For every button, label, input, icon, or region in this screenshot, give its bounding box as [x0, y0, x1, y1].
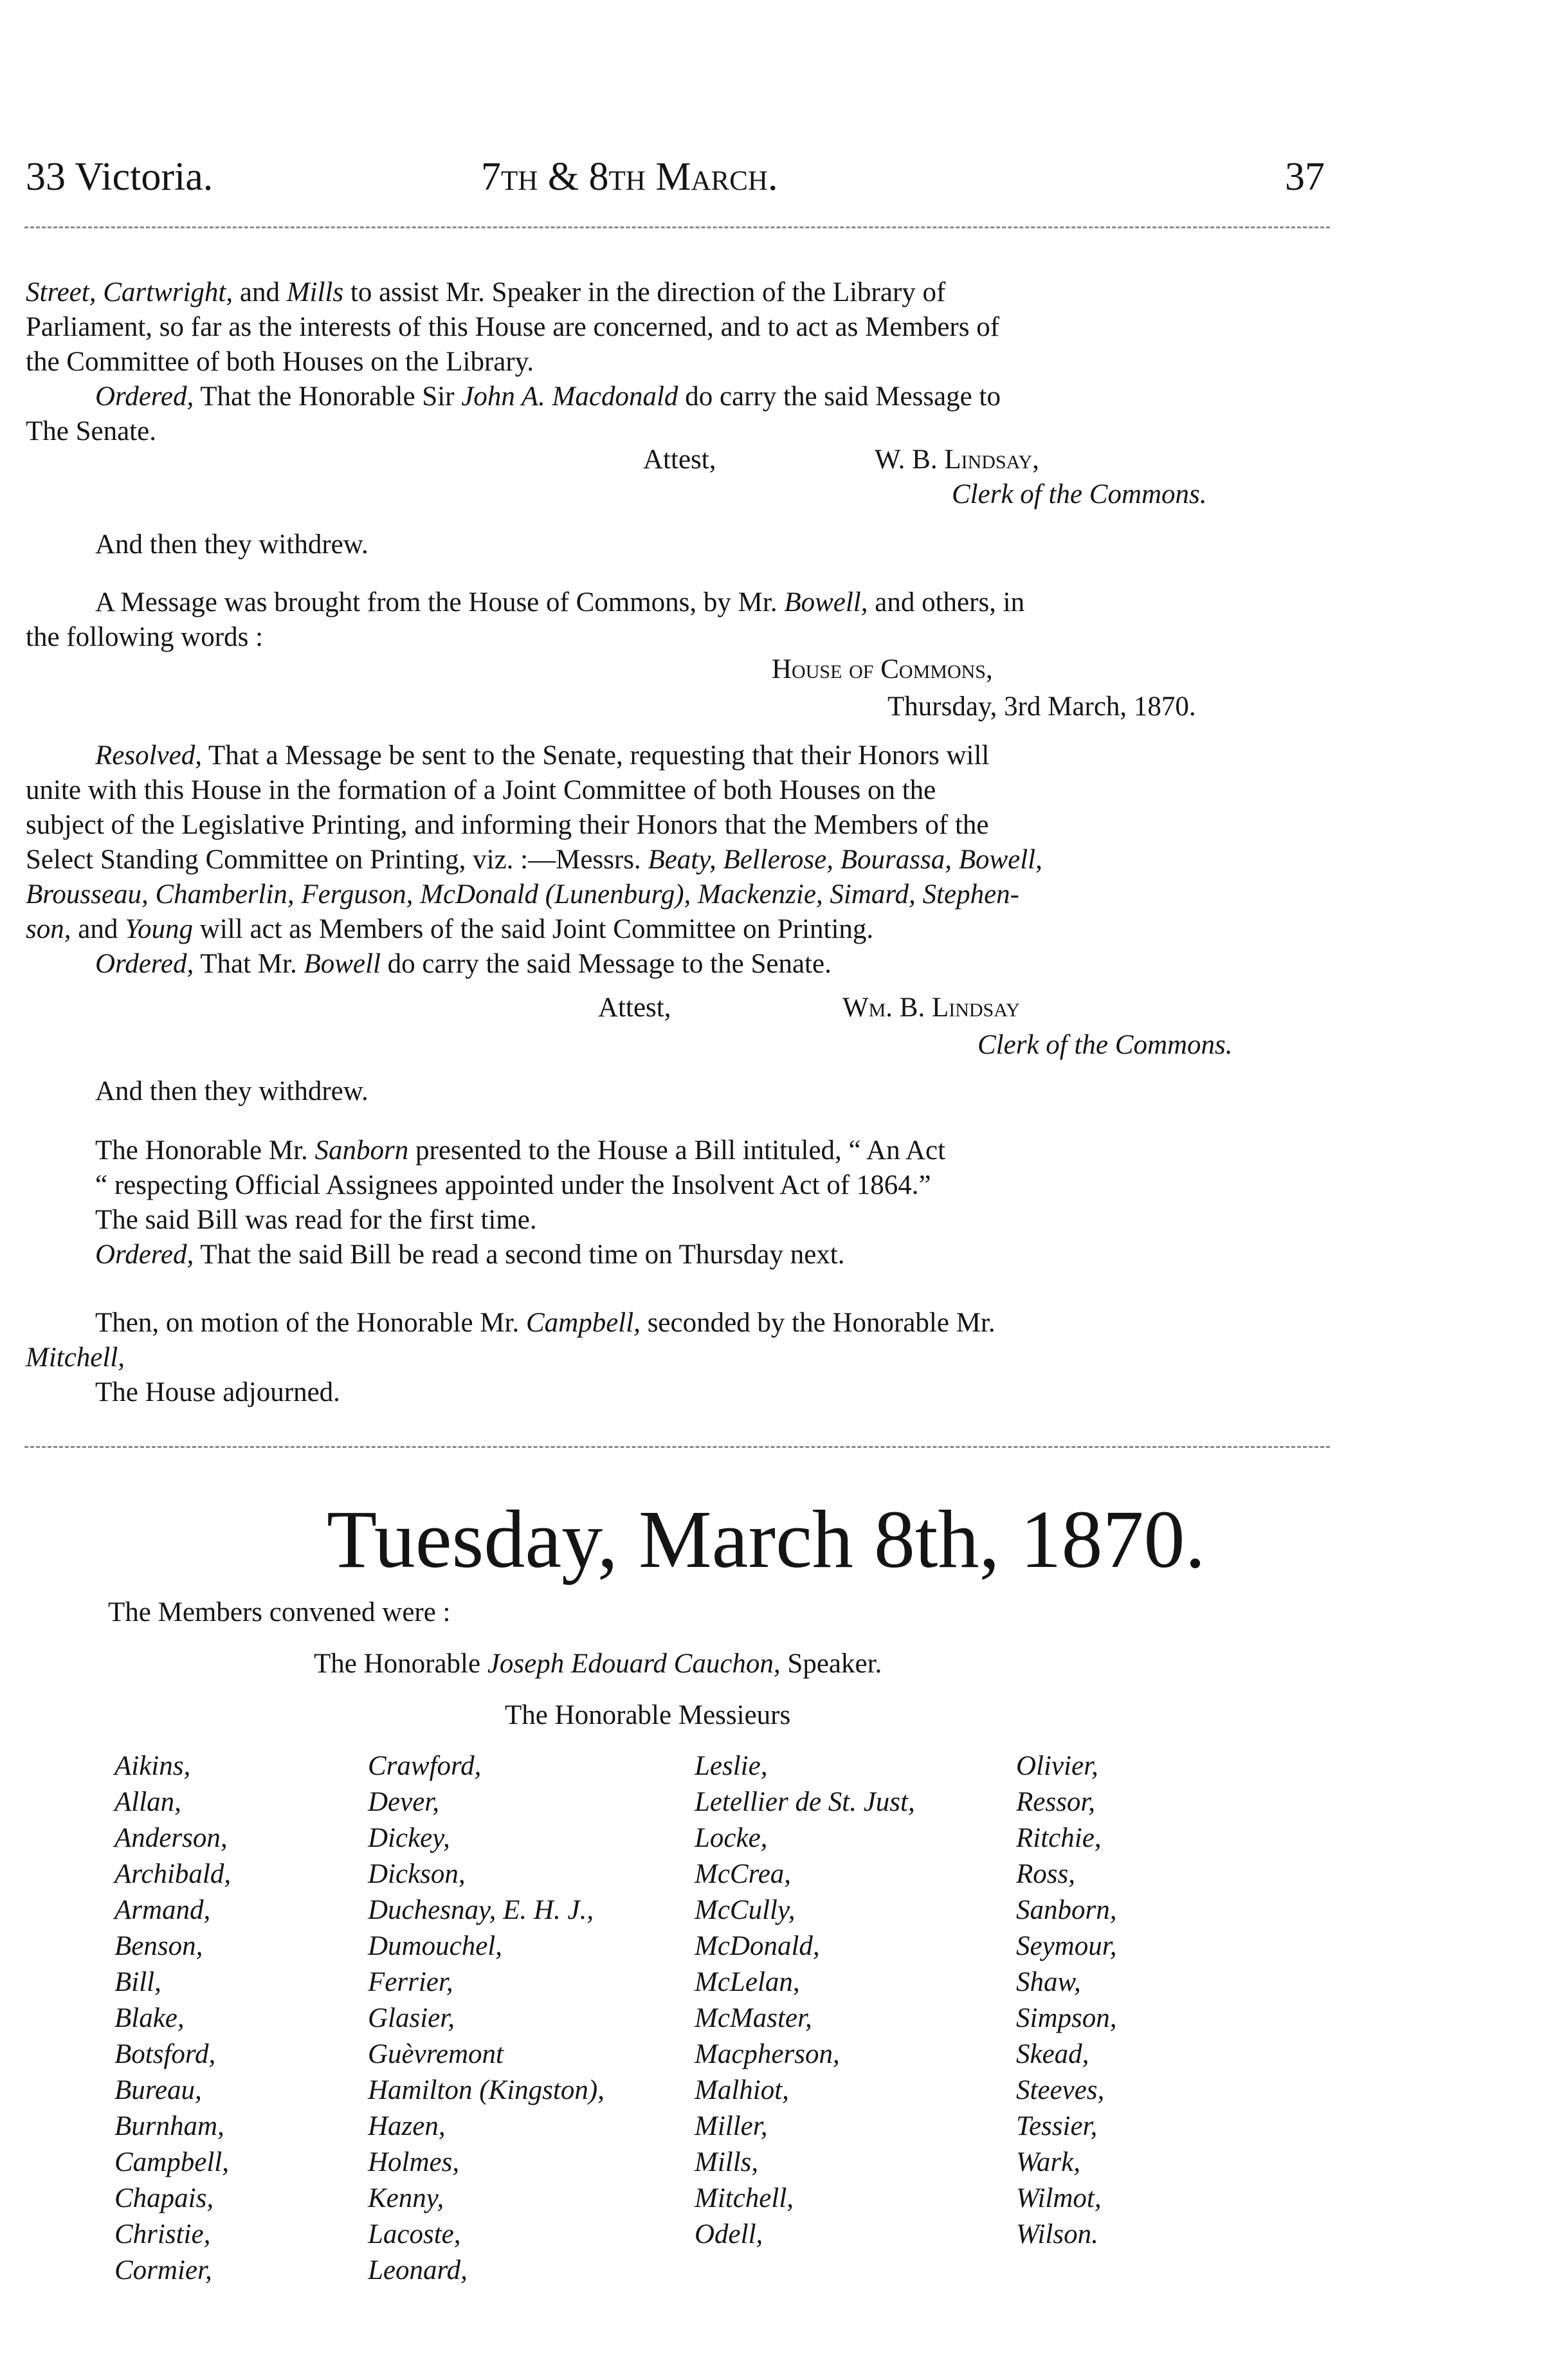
member-name: Dumouchel,	[368, 1931, 502, 1961]
member-name: Leonard,	[368, 2255, 468, 2285]
member-name: Macpherson,	[695, 2039, 840, 2069]
running-head-left: 33 Victoria.	[26, 155, 214, 199]
member-name: Dickson,	[368, 1859, 466, 1889]
member-name: Anderson,	[114, 1823, 228, 1853]
text-run: and others, in	[868, 587, 1025, 618]
member-name: Tessier,	[1016, 2111, 1098, 2141]
text-line: Parliament, so far as the interests of this House are concerned, and to act as Members of	[26, 312, 1000, 342]
text-line: The Senate.	[26, 416, 156, 446]
member-name: McLelan,	[695, 1967, 800, 1997]
member-name: Locke,	[695, 1823, 768, 1853]
text-run: do carry the said Message to the Senate.	[380, 949, 832, 979]
text-italic: Sanborn	[314, 1135, 409, 1166]
text-run: That the said Bill be read a second time on Thursday next.	[194, 1240, 845, 1270]
text-line	[95, 1306, 996, 1341]
member-name: Dickey,	[368, 1823, 450, 1853]
text-run: seconded by the Honorable Mr.	[640, 1308, 996, 1338]
member-name: Wark,	[1016, 2147, 1080, 2177]
member-name: Dever,	[368, 1787, 440, 1817]
text-line: “ respecting Official Assignees appointed under the Insolvent Act of 1864.”	[95, 1170, 931, 1200]
text-line: The said Bill was read for the first time.	[95, 1205, 537, 1235]
text-italic: Street, Cartwright,	[26, 277, 233, 307]
text-line: subject of the Legislative Printing, and informing their Honors that the Members of the	[26, 810, 989, 840]
members-column-4	[1016, 1748, 1116, 2253]
signature-title: Clerk of the Commons.	[977, 1030, 1233, 1060]
text-run: and	[233, 277, 287, 307]
text-line	[26, 912, 873, 947]
member-name: Simpson,	[1016, 2003, 1117, 2033]
member-name: Bureau,	[114, 2075, 202, 2105]
member-name: Archibald,	[114, 1859, 232, 1889]
member-name: Letellier de St. Just,	[695, 1787, 915, 1817]
text-line	[95, 947, 832, 982]
text-line	[26, 843, 1042, 877]
member-name: Chapais,	[114, 2183, 214, 2213]
text-run: Then, on motion of the Honorable Mr.	[95, 1308, 526, 1338]
text-italic: Campbell,	[525, 1308, 641, 1338]
text-line: Mitchell,	[26, 1342, 125, 1373]
member-name: Malhiot,	[695, 2075, 789, 2105]
member-name: Campbell,	[114, 2147, 229, 2177]
header-rule	[24, 226, 1330, 228]
members-column-3	[695, 1748, 915, 2253]
text-italic: Bowell	[304, 949, 381, 979]
text-italic: Bowell,	[784, 587, 868, 618]
member-name: Olivier,	[1016, 1751, 1098, 1781]
member-name: Ressor,	[1016, 1787, 1096, 1817]
member-name: McCully,	[695, 1895, 796, 1925]
text-run: That Mr.	[194, 949, 304, 979]
text-run: Select Standing Committee on Printing, viz. :—Messrs.	[26, 845, 648, 875]
member-name: Kenny,	[368, 2183, 444, 2213]
text-run: presented to the House a Bill intituled, “ An Act	[408, 1135, 946, 1166]
text-line: unite with this House in the formation of a Joint Committee of both Houses on the	[26, 775, 936, 805]
text-italic: John A. Macdonald	[461, 381, 678, 412]
member-name: Leslie,	[695, 1751, 768, 1781]
members-column-2	[368, 1748, 605, 2289]
text-run: That a Message be sent to the Senate, requesting that their Honors will	[201, 740, 990, 771]
member-name: Blake,	[114, 2003, 185, 2033]
member-name: Armand,	[114, 1895, 211, 1925]
member-name: Sanborn,	[1016, 1895, 1117, 1925]
text-line	[95, 1238, 845, 1272]
messieurs-heading: The Honorable Messieurs	[505, 1700, 791, 1730]
member-name: Guèvremont	[368, 2039, 504, 2069]
withdrew-line: And then they withdrew.	[95, 1076, 368, 1106]
attest-label: Attest,	[643, 444, 716, 475]
signature-title: Clerk of the Commons.	[952, 479, 1207, 509]
text-run: and	[71, 914, 125, 944]
member-name: Hazen,	[368, 2111, 446, 2141]
text-line: Brousseau, Chamberlin, Ferguson, McDonald (Lunenburg), Mackenzie, Simard, Stephen-	[26, 879, 1019, 910]
member-name: Allan,	[114, 1787, 181, 1817]
member-name: McCrea,	[695, 1859, 792, 1889]
running-head-center: 7th & 8th March.	[481, 155, 778, 199]
section-rule	[24, 1446, 1330, 1448]
member-name: Benson,	[114, 1931, 203, 1961]
text-line	[95, 1133, 945, 1168]
member-name: Seymour,	[1016, 1931, 1117, 1961]
signature-name: W. B. Lindsay,	[875, 444, 1039, 475]
convened-line: The Members convened were :	[108, 1597, 451, 1627]
text-italic: Young	[125, 914, 194, 944]
text-run: Speaker.	[780, 1649, 882, 1679]
signature-name: Wm. B. Lindsay	[842, 993, 1020, 1023]
text-italic: Ordered,	[95, 381, 194, 412]
member-name: Botsford,	[114, 2039, 216, 2069]
member-name: Wilmot,	[1016, 2183, 1102, 2213]
text-line: the Committee of both Houses on the Library.	[26, 347, 534, 377]
member-name: Burnham,	[114, 2111, 224, 2141]
member-name: Cormier,	[114, 2255, 212, 2285]
member-name: Lacoste,	[368, 2219, 461, 2249]
text-run: to assist Mr. Speaker in the direction of the Library of	[343, 277, 946, 307]
member-name: Mitchell,	[695, 2183, 794, 2213]
speaker-line	[314, 1647, 882, 1681]
text-italic: Beaty, Bellerose, Bourassa, Bowell,	[648, 845, 1042, 875]
day-title: Tuesday, March 8th, 1870.	[327, 1494, 1206, 1585]
member-name: Mills,	[695, 2147, 759, 2177]
member-name: McMaster,	[695, 2003, 812, 2033]
text-line	[26, 275, 945, 310]
text-run: A Message was brought from the House of Commons, by Mr.	[95, 587, 785, 618]
text-run: The Honorable Mr.	[95, 1135, 315, 1166]
member-name: Glasier,	[368, 2003, 455, 2033]
text-line: the following words :	[26, 622, 264, 652]
member-name: Odell,	[695, 2219, 763, 2249]
member-name: Duchesnay, E. H. J.,	[368, 1895, 594, 1925]
text-italic: Resolved,	[95, 740, 202, 771]
member-name: Bill,	[114, 1967, 161, 1997]
location-line: House of Commons,	[772, 654, 993, 684]
page-number: 37	[1285, 155, 1325, 199]
text-run: That the Honorable Sir	[194, 381, 462, 412]
member-name: Skead,	[1016, 2039, 1089, 2069]
member-name: Crawford,	[368, 1751, 482, 1781]
text-italic: Mills	[286, 277, 344, 307]
member-name: Ritchie,	[1016, 1823, 1102, 1853]
member-name: Christie,	[114, 2219, 211, 2249]
member-name: Steeves,	[1016, 2075, 1105, 2105]
text-line	[95, 738, 989, 773]
text-italic: son,	[26, 914, 71, 944]
member-name: Aikins,	[114, 1751, 191, 1781]
member-name: Wilson.	[1016, 2219, 1098, 2249]
members-column-1	[114, 1748, 231, 2289]
attest-label: Attest,	[598, 993, 671, 1023]
text-line	[95, 380, 1001, 414]
member-name: Hamilton (Kingston),	[368, 2075, 605, 2105]
text-italic: Ordered,	[95, 949, 194, 979]
member-name: Holmes,	[368, 2147, 460, 2177]
member-name: Ross,	[1016, 1859, 1075, 1889]
text-italic: Joseph Edouard Cauchon,	[487, 1649, 781, 1679]
member-name: McDonald,	[695, 1931, 820, 1961]
text-line	[95, 585, 1024, 620]
text-italic: Ordered,	[95, 1240, 194, 1270]
date-line: Thursday, 3rd March, 1870.	[887, 691, 1196, 722]
text-run: will act as Members of the said Joint Committee on Printing.	[193, 914, 874, 944]
withdrew-line: And then they withdrew.	[95, 529, 368, 560]
member-name: Ferrier,	[368, 1967, 453, 1997]
member-name: Shaw,	[1016, 1967, 1081, 1997]
text-line: The House adjourned.	[95, 1377, 340, 1407]
text-run: The Honorable	[314, 1649, 487, 1679]
member-name: Miller,	[695, 2111, 768, 2141]
text-run: do carry the said Message to	[678, 381, 1001, 412]
